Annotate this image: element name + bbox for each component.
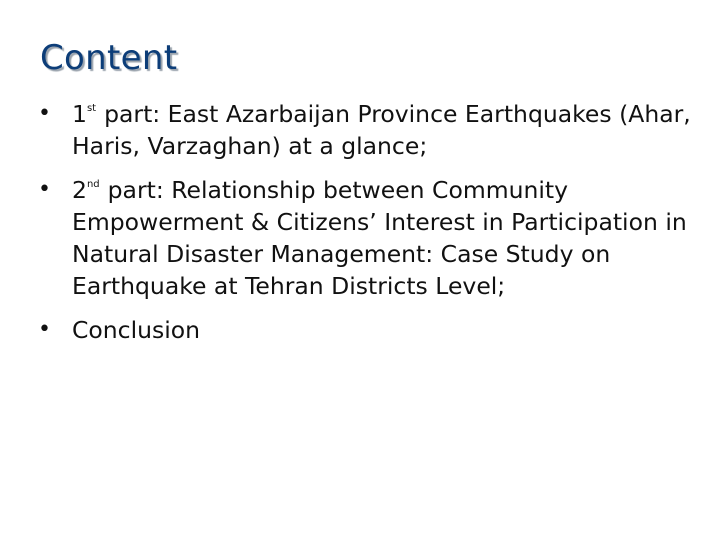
bullet-text: part: Relationship between Community Empowerment & Citizens’ Interest in Participation in Natural Disaster Management: Case Study on Earthquake at Tehran Districts Level; xyxy=(72,176,687,300)
ordinal-suffix: nd xyxy=(86,179,100,190)
bullet-item-conclusion xyxy=(38,314,698,346)
bullet-text: Conclusion xyxy=(72,316,201,344)
bullet-icon: • xyxy=(38,317,51,342)
bullet-item-part-2 xyxy=(38,174,698,302)
slide-title: Content xyxy=(40,38,178,78)
ordinal-suffix: st xyxy=(86,103,97,114)
bullet-list xyxy=(38,98,698,346)
bullet-text: part: East Azarbaijan Province Earthquakes (Ahar, Haris, Varzaghan) at a glance; xyxy=(72,100,691,160)
bullet-item-part-1 xyxy=(38,98,698,162)
bullet-icon: • xyxy=(38,177,51,202)
part-number: 2 xyxy=(72,176,87,204)
bullet-icon: • xyxy=(38,101,51,126)
part-number: 1 xyxy=(72,100,87,128)
